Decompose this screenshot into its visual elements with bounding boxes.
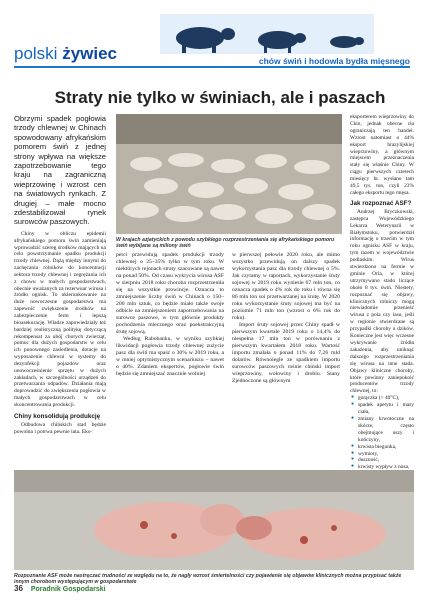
list-item: ● krwista biegunka, <box>358 444 414 451</box>
section-label: chów świń i hodowla bydła mięsnego <box>258 56 410 66</box>
paragraph: Odbudowa chińskich stad będzie powolna i potrwa pewnie lata. Eks- <box>14 421 106 435</box>
column-2 <box>116 252 224 378</box>
list-item: ● duszność, <box>358 457 414 464</box>
column-1 <box>14 114 106 435</box>
paragraph: Andrzej Bryczkowski, zastępca Wojewódzkiego Lekarza Weterynarii w Białymstoku, potwierdził informację o trzecim w tym roku ognisku ASF w kraju, tym razem w województwie podlaskim. Wirus stwierdzono na fermie w gminie Orla, w której utrzymywano stado liczące około 8 tys. świń. Niestety, rozpoznać się objawy, klinicznych rolniczy mogą niewiadomie przenieść wirusa z pola czy lasu, jeśli w regionie stwierdzane są przypadki choroby u dzików. Konieczne jest więc wczesne wykrywanie źródła zakażenia, aby uniknąć dalszego rozprzestrzeniania się wirusa na inne stada. Objawy kliniczne choroby, które powinny zaniepokoić producentów trzody chlewnej, to: <box>350 208 414 395</box>
magazine-logo: polski żywiec <box>14 44 118 63</box>
paragraph: Import śruty sojowej przez Chiny spadł w pierwszym kwartale 2019 roku o 14,4% do niespełna 17 mln ton w porównaniu z pierwszym kwartałem 2018 roku. Wartość importu zmalała o ponad 11% do 7,26 mld dolarów. Równolegle ze spadkiem importu surowców paszowych rośnie chiński import wieprzowiny, wołowiny i drobiu. Stany Zjednoczone są głównym <box>232 322 340 384</box>
list-item: ● zmiany krwotoczne na skórze, często obejmujące uszy i kończyny, <box>358 416 414 444</box>
article-lead: Obrzymi spadek pogłowia trzody chlewnej w Chinach spowodowany afrykańskim pomorem świń z jednej strony wpływa na większe zapotrzebowanie tego kraju na zagraniczną wieprzowinę i wzrost cen na światowych rynkach. Z drugiej – małe mocno zdestabilizował rynek surowców paszowych. <box>14 114 106 227</box>
paragraph: w pierwszej połowie 2020 roku, ale mimo wszystko przewidują on dalszy spadek wykorzystania pasz dla trzody chlewnej o 5%. Jak czytamy w raportach, wykorzystanie śruty sojowej w 2019 roku wyniesie 67 mln ton, co oznacza spadek o 4% rok do roku i równa się 86 mln ton soi przetwarzanej na śrutę. W 2020 roku wykorzystanie śruty sojowej ma być na poziomie 71 mln ton (wzrost o 6% rok do roku). <box>232 252 340 321</box>
column-4 <box>350 114 414 506</box>
list-item: ● krwisty wypływ z nosa, <box>358 464 414 471</box>
subheading: Chiny konsolidują produkcję <box>14 412 101 420</box>
subheading: Jak rozpoznać ASF? <box>350 199 412 207</box>
magazine-brand: Poradnik Gospodarski <box>30 586 106 593</box>
page-header <box>0 0 424 78</box>
article-title: Straty nie tylko w świniach, ale i paszach <box>54 88 386 107</box>
list-item: ● spadek apetytu i masy ciała, <box>358 402 414 416</box>
farm-animals-illustration <box>160 14 374 54</box>
page-footer <box>14 584 106 593</box>
paragraph: eksporterem wieprzowiny do Chin, jednak obecne cła ograniczają ten handel. Wzrost natomiast o 44% eksport brazylijskiej wieprzowiny, a głównym miejscem przeznaczenia stały się właśnie Chiny. W ciągu pierwszych czterech miesięcy br. wysłano tam 49,5 tys. ton, czyli 23% całego eksportu tego mięsa. <box>350 114 414 196</box>
pigs-herd-photo <box>116 114 342 234</box>
header-divider <box>14 66 410 68</box>
paragraph: Według Rabobanku, w wyniku szybkiej likwidacji pogłowia trzody chlewnej zużycie pasz dla świń ma spaść o 30% w 2019 roku, a w mniej optymistycznym scenariuszu – nawet o 40%. Zdaniem ekspertów, pogłowie świń będzie się zmniejszać znacznie wolniej <box>116 336 224 377</box>
paragraph: perci przewidują spadek produkcji trzody chlewnej o 25–35% tylko w tym roku. W niektórych rejonach straty szacowane są nawet na ponad 50%. Od czasu wykrycia wirusa ASF w sierpniu 2018 roku choroba rozprzestrzeniła się na wszystkie prowincje. Oznacza to zmniejszenie liczby świń w Chinach o 150–200 mln sztuk, co będzie miało także swoje odbicie na zmniejszeniem zapotrzebowania na surowce paszowe, w tym głównie produkty pochodzenia mlecznego oraz poekstrakcyjną śrutę sojową. <box>116 252 224 335</box>
list-item: ● wymioty, <box>358 451 414 458</box>
bottom-photo-caption: Rozpoznanie ASF może nastręczać trudności ze względu na to, że nagły wzrost śmiertelności czy pojawienie się objawów klinicznych można przypisać także innym chorobom występującym w gospodarstwie <box>14 573 402 586</box>
top-photo-caption: W krajach azjatyckich z powodu szybkiego rozprzestrzeniania się afrykańskiego pomoru świń wybijane są miliony świń <box>116 237 335 250</box>
column-3 <box>232 252 340 385</box>
sick-pig-photo <box>14 470 414 570</box>
list-item: ● gorączka (> 40°C), <box>358 395 414 402</box>
page-number: 36 <box>14 584 23 593</box>
paragraph: Chiny w obliczu epidemii afrykańskiego pomoru świń zamieniają wprowadzić szereg środków mających na celu powstrzymanie spadku produkcji trzody chlewnej. Dążą między innymi do zachęcania rolników do koncentracji sektora trzody chlewnej i zegrężania ich z chowu w małych gospodarstwach, obecnie uważanych za rezerwuar wirusa i źródło ognisk. To ukierunkowanie na duże nowoczesne gospodarstwa ma zapewnić zwiększenie środków na zabezpieczenie ferm i lepszą bioasekurację. Władze zapowiedziały też bardziej realistyczną politykę dotyczącą rekompensat za ubój chorych zwierząt, pomoc dla dużych gospodarstw w celu ich ponownego zasiedlenia, dotacje na wyposażenie chlewni w systemy do dezynfekcji pojazdów oraz unowocześnienie sprzętu w dużych zakładach, w szczególności urządzeń do przetwarzania odpadów. Działania mają doprowadzić do zwiększenia pogłowia w małych gospodarstwach w celu skoncentrowania produkcji. <box>14 230 106 408</box>
